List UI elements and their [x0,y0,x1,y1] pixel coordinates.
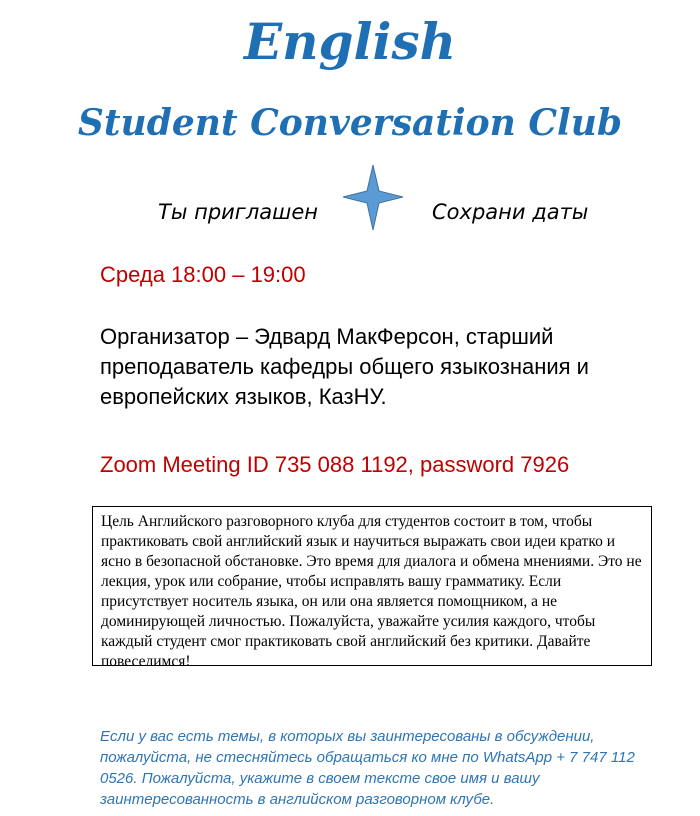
zoom-meeting-info: Zoom Meeting ID 735 088 1192, password 7926 [100,452,570,477]
page-title: English [244,12,456,71]
meeting-time: Среда 18:00 – 19:00 [100,262,306,287]
page-subtitle: Student Conversation Club [77,102,623,144]
organizer-info: Организатор – Эдвард МакФерсон, старший преподаватель кафедры общего языкознания и европейских языков, КазНУ. [100,324,589,409]
star-icon [343,165,403,230]
save-dates-text: Сохрани даты [432,200,589,224]
invite-text: Ты приглашен [158,200,318,224]
club-description-text: Цель Английского разговорного клуба для студентов состоит в том, чтобы практиковать свой английский язык и научиться выражать свои идеи кратко и ясно в безопасной обстановке. Это время для диалога и обмена мнениями. Это не лекция, урок или собрание, чтобы исправлять вашу грамматику. Если присутствует носитель языка, он или она является помощником, а не доминирующей личностью. Пожалуйста, уважайте усилия каждого, чтобы каждый студент смог практиковать свой английский без критики. Давайте повеселимся! [101,513,642,670]
club-description-box [92,506,652,670]
contact-info: Если у вас есть темы, в которых вы заинтересованы в обсуждении, пожалуйста, не стесняйтесь обращаться ко мне по WhatsApp + 7 747 112 0526. Пожалуйста, укажите в своем тексте свое имя и вашу заинтересованность в английском разговорном клубе. [100,728,635,808]
